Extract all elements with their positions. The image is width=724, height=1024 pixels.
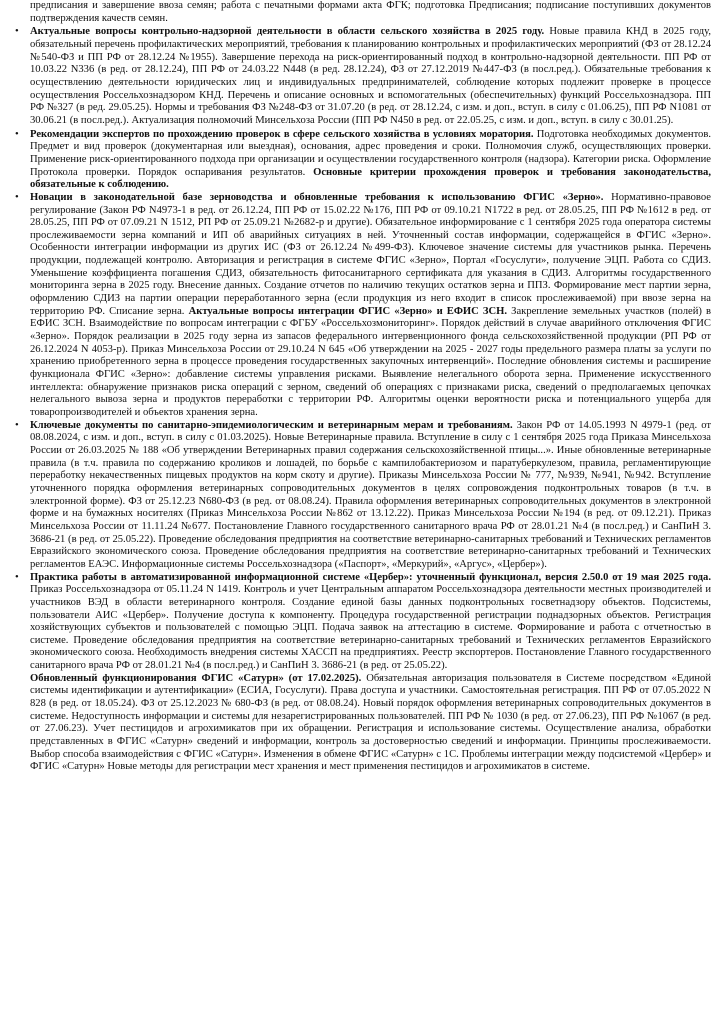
list-item xyxy=(13,26,711,127)
bullet-icon: • xyxy=(15,571,19,583)
item-body-continued: Обязательная авторизация пользователя в Системе посредством «Единой системы идентификации и аутентификации» (ЕСИА, Госуслуги). Права доступа и участники. Самостоятельная регистрация. ПП РФ от 07.05.2022 N 828 (в ред. от 18.05.24). ФЗ от 25.12.2023 № 680-ФЗ (в ред. от 08.08.24). Новый порядок оформления ветеринарных сопроводительных документов в системе. Недоступность информации и системы для незарегистрированных пользователей. ПП РФ № 1030 (в ред. от 27.06.23), ПП РФ №1067 (в ред. от 27.06.23). Учет пестицидов и агрохимикатов при их обращении. Регистрация и использование системы. Осуществление анализа, обработки представленных в ФГИС «Сатурн» сведений и информации, контроль за достоверностью сведений и информации. Принципы прослеживаемости. Выбор способа взаимодействия с ФГИС «Сатурн». Изменения в обмене ФГИС «Сатурн» с 1С. Проблемы интеграции между подсистемой «Цербер» и ФГИС «Сатурн» Новые методы для регистрации мест хранения и мест применения пестицидов и агрохимикатов в системе. xyxy=(30,672,712,773)
item-title: Ключевые документы по санитарно-эпидемиологическим и ветеринарным мерам и требованиям. xyxy=(30,419,513,431)
list-item xyxy=(13,192,711,420)
list-item xyxy=(13,572,711,775)
item-body: Закон РФ от 14.05.1993 N 4979-1 (ред. от 08.08.2024, с изм. и доп., вступ. в силу с 01.03.2025). Новые Ветеринарные правила. Вступление в силу с 1 сентября 2025 года Приказа Минсельхоза России от 26.03.2025 № 188 «Об утверждении Ветеринарных правил содержания сельскохозяйственной птицы...». Иные обновленные ветеринарные правила (в т.ч. правила по содержанию кроликов и лошадей, по борьбе с кампилобактериозом и паратуберкулезом, правила, регламентирующие переработку некачественных пищевых продуктов на корм скоту и другие). Приказы Минсельхоза России № 777, №939, №941, №942. Вступление уточненного порядка оформления ветеринарных сопроводительных документов в целях сопровождения подконтрольных товаров (в т.ч. в электронной форме). ФЗ от 25.12.23 N680-ФЗ (в ред. от 08.08.24). Правила оформления ветеринарных сопроводительных документов в электронной форме и на бумажных носителях (Приказ Минсельхоза России №862 от 13.12.22). Приказ Минсельхоза России №194 (в ред. от 09.12.21). Приказ Минсельхоза России от 11.11.24 №677. Постановление Главного государственного санитарного врача РФ от 28.01.21 №4 (в посл.ред.) и СанПиН 3. 3686-21 (в ред. от 25.05.22). Проведение обследования предприятия на соответствие ветеринарно-санитарных требований и Технических регламентов Евразийского экономического союза. Проведение обследования предприятия на соответствие ветеринарно-санитарных требований и Технических регламентов ЕАЭС. Информационные системы Россельхознадзора («Паспорт», «Меркурий», «Аргус», «Цербер»). xyxy=(30,419,711,570)
list-item xyxy=(13,420,711,572)
item-subsection xyxy=(30,673,711,774)
item-body: Новые правила КНД в 2025 году, обязательный перечень профилактических мероприятий, требования к планированию контрольных и профилактических мероприятий (ФЗ от 28.12.24 №540-ФЗ и ПП РФ от 28.12.24 №1955). Завершение перехода на риск-ориентированный подход в контрольно-надзорной деятельности. ПП РФ от 10.03.22 N336 (в ред. от 28.12.24), ПП РФ от 24.03.22 N448 (в ред. 28.12.24), ФЗ от 27.12.2019 №447-ФЗ (в посл.ред.). Обязательные требования к осуществлению деятельности юридических лиц и индивидуальных предпринимателей, соблюдение которых подлежит проверке в процессе осуществления Россельхознадзором КНД. Перечень и описание основных и вспомогательных (обеспечительных) функций Россельхознадзора. ПП РФ №327 (в ред. 29.05.25). Нормы и требования ФЗ №248-ФЗ от 31.07.20 (в ред. от 28.12.24, с изм. и доп., вступ. в силу с 01.06.25), ПП РФ N1081 от 30.06.21 (в посл.ред.). Актуализация полномочий Минсельхоза России (ПП РФ N450 в ред. от 22.05.25, с изм. и доп., вступ. в силу с 30.01.25). xyxy=(30,26,712,126)
item-title: Практика работы в автоматизированной информационной системе «Цербер»: уточненный функционал, версия 2.50.0 от 19 мая 2025 года. xyxy=(30,571,711,583)
item-body: Приказ Россельхознадзора от 05.11.24 N 1419. Контроль и учет Центральным аппаратом Россельхознадзора деятельности местных производителей и участников ВЭД в области ветеринарного контроля. Создание единой базы данных подконтрольных госветнадзору объектов. Подсистемы, пользователи АИС «Цербер». Получение доступа к компоненту. Процедура государственной регистрации поднадзорных объектов. Регистрация хозяйствующих субъектов и пользователей с помощью ЭЦП. Подача заявок на аттестацию в системе. Формирование и работа с отчетностью в системе. Проведение обследования предприятия на соответствие ветеринарно-санитарных требований и Технических регламентов Евразийского экономического союза. Необходимость внедрения системы ХАССП на предприятиях. Реестр экспортеров. Постановление Главного государственного санитарного врача РФ от 28.01.21 №4 (в посл.ред.) и СанПиН 3. 3686-21 (в ред. от 25.05.22). xyxy=(30,584,711,672)
intro-paragraph: предписания и завершение ввоза семян; работа с печатными формами акта ФГК; подготовка Предписания; подписание поступивших документов подтверждения качеств семян. xyxy=(30,0,711,24)
item-body: Подготовка необходимых документов. Предмет и вид проверок (документарная или выездная), основания, адрес проведения и сроки. Полномочия служб, осуществляющих проверки. Применение риск-ориентированного подхода при организации и осуществлении государственного контроля (надзора). Категории риска. Оформление Протокола проверки. Порядок оспаривания результатов. xyxy=(30,128,712,178)
bullet-icon: • xyxy=(15,191,19,203)
item-subtitle: Обновленный функционирования ФГИС «Сатурн» (от 17.02.2025). xyxy=(30,672,362,684)
item-body: Нормативно-правовое регулирование (Закон РФ N4973-1 в ред. от 26.12.24, ПП РФ от 15.02.22 №176, ПП РФ от 09.10.21 N1722 в ред. от 28.05.25, ПП РФ №1612 в ред. от 28.05.25, ПП РФ от 07.09.21 N 1512, РП РФ от 25.09.21 №2682-р и другие). Обязательное информирование с 1 сентября 2025 года оператора системы прослеживаемости зерна компаний и ИП об аварийных ситуациях в ней. Уточненный состав информации, содержащейся в ФГИС «Зерно». Особенности интеграции информации из других ИС (ФЗ от 26.12.24 №499-ФЗ). Ключевое значение системы для участников рынка. Перечень продукции, подлежащей контролю. Авторизация и регистрация в системе ФГИС «Зерно», Портал «Госуслуги», получение ЭЦП. Работа со СДИЗ. Уменьшение коэффициента погашения СДИЗ, обязательность фитосанитарного сертификата для указания в СДИЗ. Алгоритмы государственного мониторинга зерна в 2025 году. Внесение данных. Создание отчетов по наличию текущих остатков зерна и ППЗ. Формирование мест партии зерна, оформлению СДИЗ на партии операции переработанного зерна (если продукция из него входит в список прослеживаемой) при ввозе зерна на территорию РФ. Списание зерна. xyxy=(30,191,711,317)
bullet-icon: • xyxy=(15,128,19,140)
list-item xyxy=(13,129,711,192)
item-subtitle: Основные критерии прохождения проверок и требования законодательства, обязательные к соблюдению. xyxy=(30,166,712,191)
bullet-icon: • xyxy=(15,419,19,431)
bullet-icon: • xyxy=(15,26,19,38)
topic-list xyxy=(13,26,711,774)
item-title: Новации в законодательной базе зерноводства и обновленные требования к использованию ФГИС «Зерно». xyxy=(30,191,604,203)
item-subtitle: Актуальные вопросы интеграции ФГИС «Зерно» и ЕФИС ЗСН. xyxy=(188,305,508,317)
item-body-continued: Закрепление земельных участков (полей) в ЕФИС ЗСН. Взаимодействие по вопросам интеграции с ФГБУ «Россельхозмониторинг». Порядок действий в случае аварийного отключения ФГИС «Зерно». Порядок реализации в 2025 году зерна из запасов федерального интервенционного фонда сельскохозяйственной продукции (РП РФ от 26.12.2024 N 4053-р). Приказ Минсельхоза России от 29.10.24 N 645 «Об утверждении на 2025 - 2027 годы предельного размера платы за услуги по хранению приобретенного зерна в процессе проведения государственных закупочных интервенций». Последние обновления системы и расширение функционала ФГИС «Зерно»: добавление системы управления рисками. Выявление нелегального оборота зерна. Применение искусственного интеллекта: обнаружение признаков риска операций с зерном, сведений об операциях с признаками риска, сведений о предполагаемых цепочках нелегального вывоза зерна и продуктов переработки с территории РФ. Алгоритмы оценки вероятности риска и потенциального ущерба для товаропроизводителей и объектов хранения зерна. xyxy=(30,305,711,418)
item-title: Актуальные вопросы контрольно-надзорной деятельности в области сельского хозяйства в 2025 году. xyxy=(30,26,545,38)
item-title: Рекомендации экспертов по прохождению проверок в сфере сельского хозяйства в условиях моратория. xyxy=(30,128,534,140)
